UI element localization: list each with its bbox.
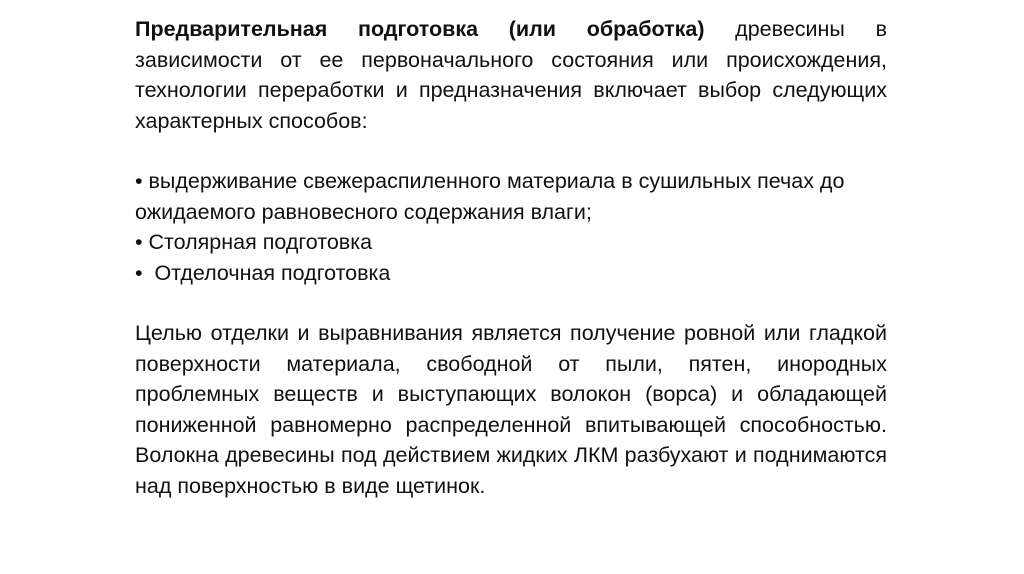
intro-text: древесины в зависимости от ее первоначального состояния или происхождения, технологии переработки и предназначения включает выбор следующих характерных способов: [135,17,887,133]
bullet-list [135,166,887,288]
outro-paragraph: Целью отделки и выравнивания является получение ровной или гладкой поверхности материала, свободной от пыли, пятен, инородных проблемных веществ и выступающих волокон (ворса) и обладающей пониженной равномерно распределенной впитывающей способностью. Волокна древесины под действием жидких ЛКМ разбухают и поднимаются над поверхностью в виде щетинок. [135,321,887,498]
bullet-item: • Столярная подготовка [135,230,373,254]
bullet-item: • выдерживание свежераспиленного материала в сушильных печах до ожидаемого равновесного содержания влаги; [135,169,845,224]
intro-paragraph [135,14,887,136]
intro-heading: Предварительная подготовка (или обработка) [135,17,705,41]
bullet-item: • Отделочная подготовка [135,260,391,285]
slide-content [135,14,887,501]
